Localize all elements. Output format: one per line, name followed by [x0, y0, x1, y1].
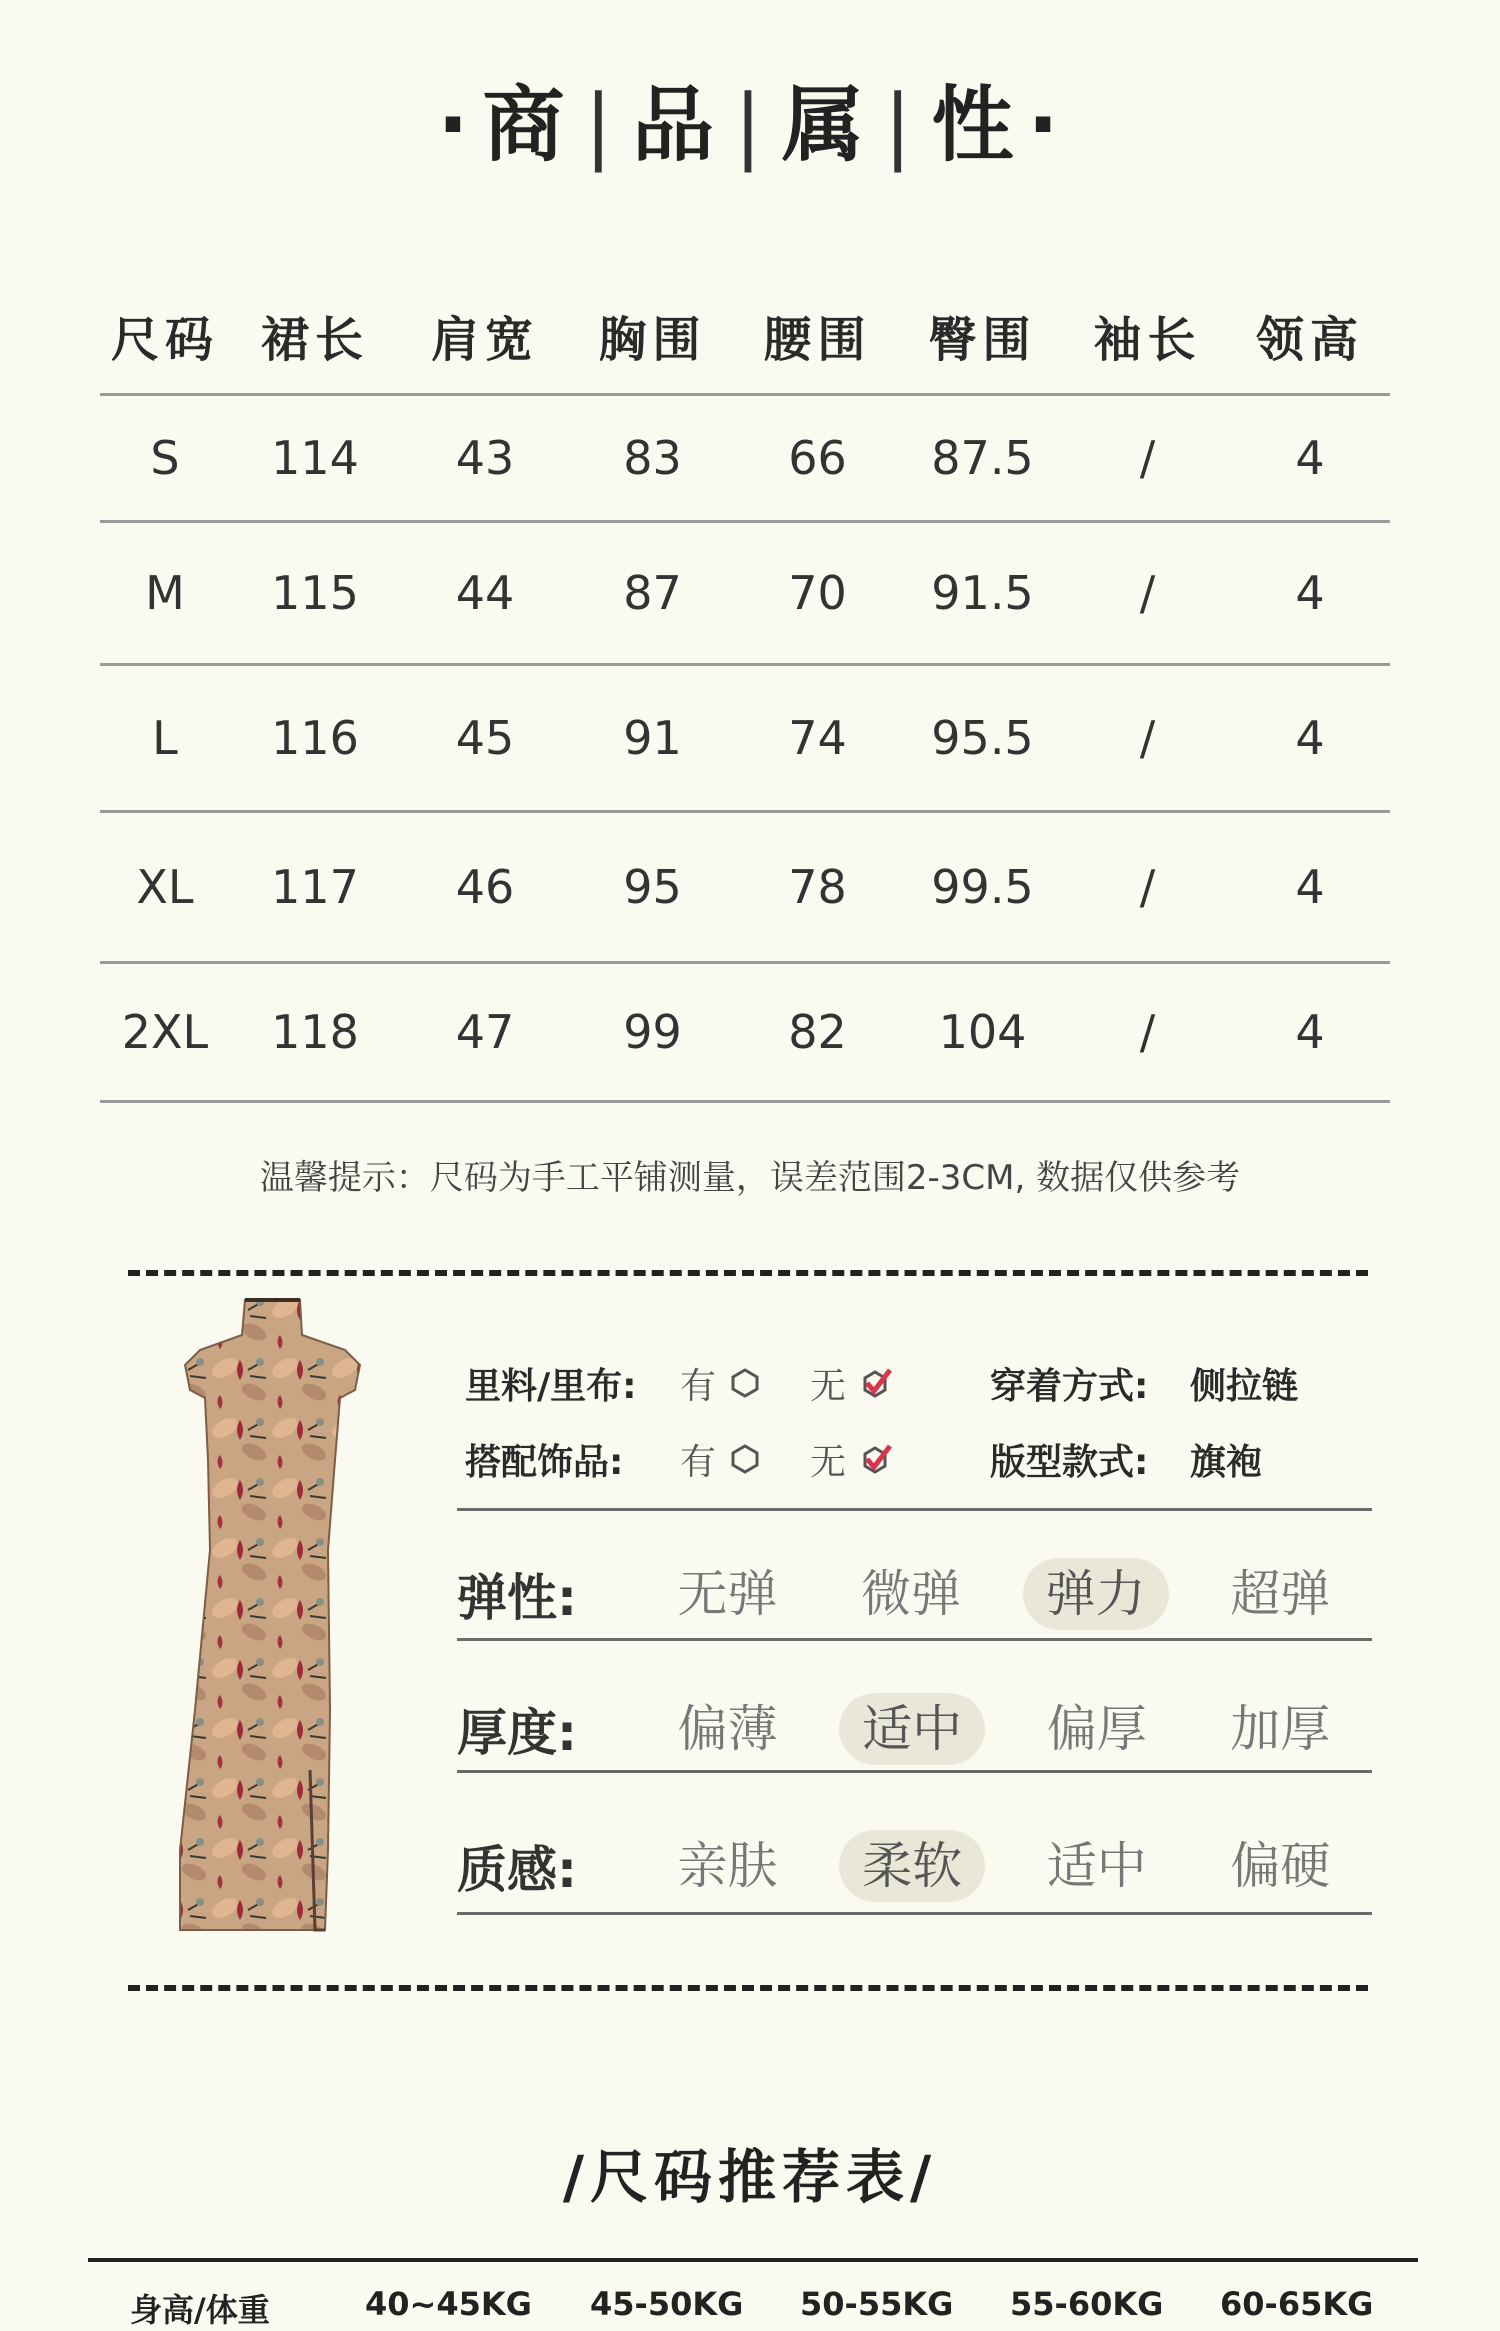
cell: M [145, 566, 185, 620]
table-row [100, 523, 1390, 666]
header-cell: 尺码 [110, 312, 219, 368]
rating-option: 偏薄 [677, 1700, 778, 1758]
cell: 91.5 [931, 566, 1034, 620]
cell: 95.5 [931, 711, 1034, 765]
table-row [100, 964, 1390, 1103]
rating-option: 亲肤 [677, 1837, 778, 1895]
lining-row [465, 1345, 1365, 1421]
rating-option: 偏硬 [1230, 1837, 1331, 1895]
rating-option: 加厚 [1230, 1700, 1331, 1758]
cell: 117 [271, 860, 359, 914]
header-cell: 臀围 [928, 312, 1037, 368]
rating-option-selected: 适中 [839, 1693, 985, 1765]
wear-value: 侧拉链 [1190, 1365, 1299, 1407]
header-cell: 腰围 [763, 312, 872, 368]
dashed-divider [128, 1270, 1368, 1276]
lining-option-yes: 有 [680, 1365, 717, 1407]
title-separator: | [734, 78, 766, 173]
title-dot-right: · [1027, 78, 1063, 173]
cell: 87.5 [931, 431, 1034, 485]
lining-option-no: 无 [810, 1365, 847, 1407]
cell: 99 [623, 1005, 682, 1059]
empty-circle-icon [728, 1366, 762, 1400]
rating-row-elasticity [457, 1550, 1372, 1641]
rating-label: 质感: [457, 1841, 577, 1899]
cell: 99.5 [931, 860, 1034, 914]
rating-top-border [457, 1508, 1372, 1511]
title-char: 品 [632, 78, 719, 173]
rating-option: 无弹 [677, 1565, 778, 1623]
accessory-label: 搭配饰品: [465, 1441, 624, 1483]
rating-row-texture [457, 1820, 1372, 1915]
title-separator: | [584, 78, 617, 173]
page-title [0, 60, 1500, 177]
rating-option: 偏厚 [1046, 1700, 1147, 1758]
cell: L [152, 711, 178, 765]
recommend-header-cell: 50-55KG [800, 2285, 954, 2323]
size-table-header [100, 278, 1390, 396]
measurement-tip: 温馨提示：尺码为手工平铺测量，误差范围2-3CM, 数据仅供参考 [259, 1158, 1241, 1198]
cell: S [150, 431, 180, 485]
accessory-row [465, 1421, 1365, 1497]
rating-row-thickness [457, 1688, 1372, 1773]
cell: 2XL [121, 1005, 209, 1059]
style-value: 旗袍 [1190, 1441, 1263, 1483]
rating-option-selected: 弹力 [1023, 1558, 1169, 1630]
style-label: 版型款式: [990, 1441, 1149, 1483]
cell: 82 [788, 1005, 847, 1059]
cell: 4 [1295, 1005, 1325, 1059]
recommend-header-cell: 40~45KG [365, 2285, 532, 2323]
recommend-header [130, 2285, 1380, 2331]
wear-label: 穿着方式: [990, 1365, 1149, 1407]
cell: 66 [788, 431, 847, 485]
title-dot-left: · [437, 78, 473, 173]
cell: 115 [271, 566, 359, 620]
recommend-header-cell: 身高/体重 [130, 2291, 270, 2329]
cell: / [1139, 711, 1156, 765]
cell: 114 [271, 431, 359, 485]
cell: 47 [455, 1005, 515, 1059]
recommend-header-cell: 60-65KG [1220, 2285, 1374, 2323]
cell: / [1139, 431, 1156, 485]
cell: 4 [1295, 711, 1325, 765]
cell: 46 [455, 860, 515, 914]
cell: 43 [455, 431, 515, 485]
title-separator: | [883, 78, 916, 173]
rating-option: 超弹 [1230, 1565, 1331, 1623]
cell: 116 [271, 711, 359, 765]
accessory-option-yes: 有 [680, 1441, 717, 1483]
cell: 44 [455, 566, 515, 620]
cell: 70 [788, 566, 847, 620]
dress-image [150, 1290, 400, 1950]
cell: / [1139, 566, 1156, 620]
rating-label: 厚度: [457, 1704, 577, 1762]
cell: 4 [1295, 566, 1325, 620]
cell: 118 [271, 1005, 359, 1059]
rating-option-selected: 柔软 [839, 1830, 985, 1902]
rating-label: 弹性: [457, 1569, 577, 1627]
header-cell: 袖长 [1093, 312, 1202, 368]
cell: 4 [1295, 431, 1325, 485]
rating-option: 微弹 [860, 1565, 961, 1623]
cell: 78 [788, 860, 847, 914]
cell: 91 [623, 711, 682, 765]
cell: 83 [623, 431, 682, 485]
cell: XL [136, 860, 194, 914]
title-char: 商 [482, 78, 569, 173]
size-table [100, 278, 1390, 1103]
header-cell: 裙长 [260, 312, 369, 368]
empty-circle-icon [728, 1442, 762, 1476]
recommend-header-cell: 45-50KG [590, 2285, 744, 2323]
attribute-panel [465, 1345, 1365, 1497]
table-row [100, 396, 1390, 523]
cell: 87 [623, 566, 682, 620]
title-char: 属 [781, 78, 868, 173]
table-row [100, 813, 1390, 964]
lining-label: 里料/里布: [465, 1365, 637, 1407]
header-cell: 肩宽 [430, 312, 539, 368]
cell: / [1139, 860, 1156, 914]
header-cell: 领高 [1255, 312, 1364, 368]
header-cell: 胸围 [598, 312, 707, 368]
rating-option: 适中 [1046, 1837, 1147, 1895]
cell: 45 [455, 711, 515, 765]
title-char: 性 [931, 78, 1018, 173]
recommend-header-cell: 55-60KG [1010, 2285, 1164, 2323]
cell: 4 [1295, 860, 1325, 914]
check-icon [858, 1442, 892, 1476]
cell: 95 [623, 860, 682, 914]
recommend-title: /尺码推荐表/ [562, 2143, 938, 2211]
table-row [100, 666, 1390, 813]
cell: 104 [938, 1005, 1027, 1059]
recommend-top-line [88, 2258, 1418, 2262]
dashed-divider [128, 1985, 1368, 1991]
cell: / [1139, 1005, 1156, 1059]
check-icon [858, 1366, 892, 1400]
cell: 74 [788, 711, 847, 765]
accessory-option-no: 无 [810, 1441, 847, 1483]
